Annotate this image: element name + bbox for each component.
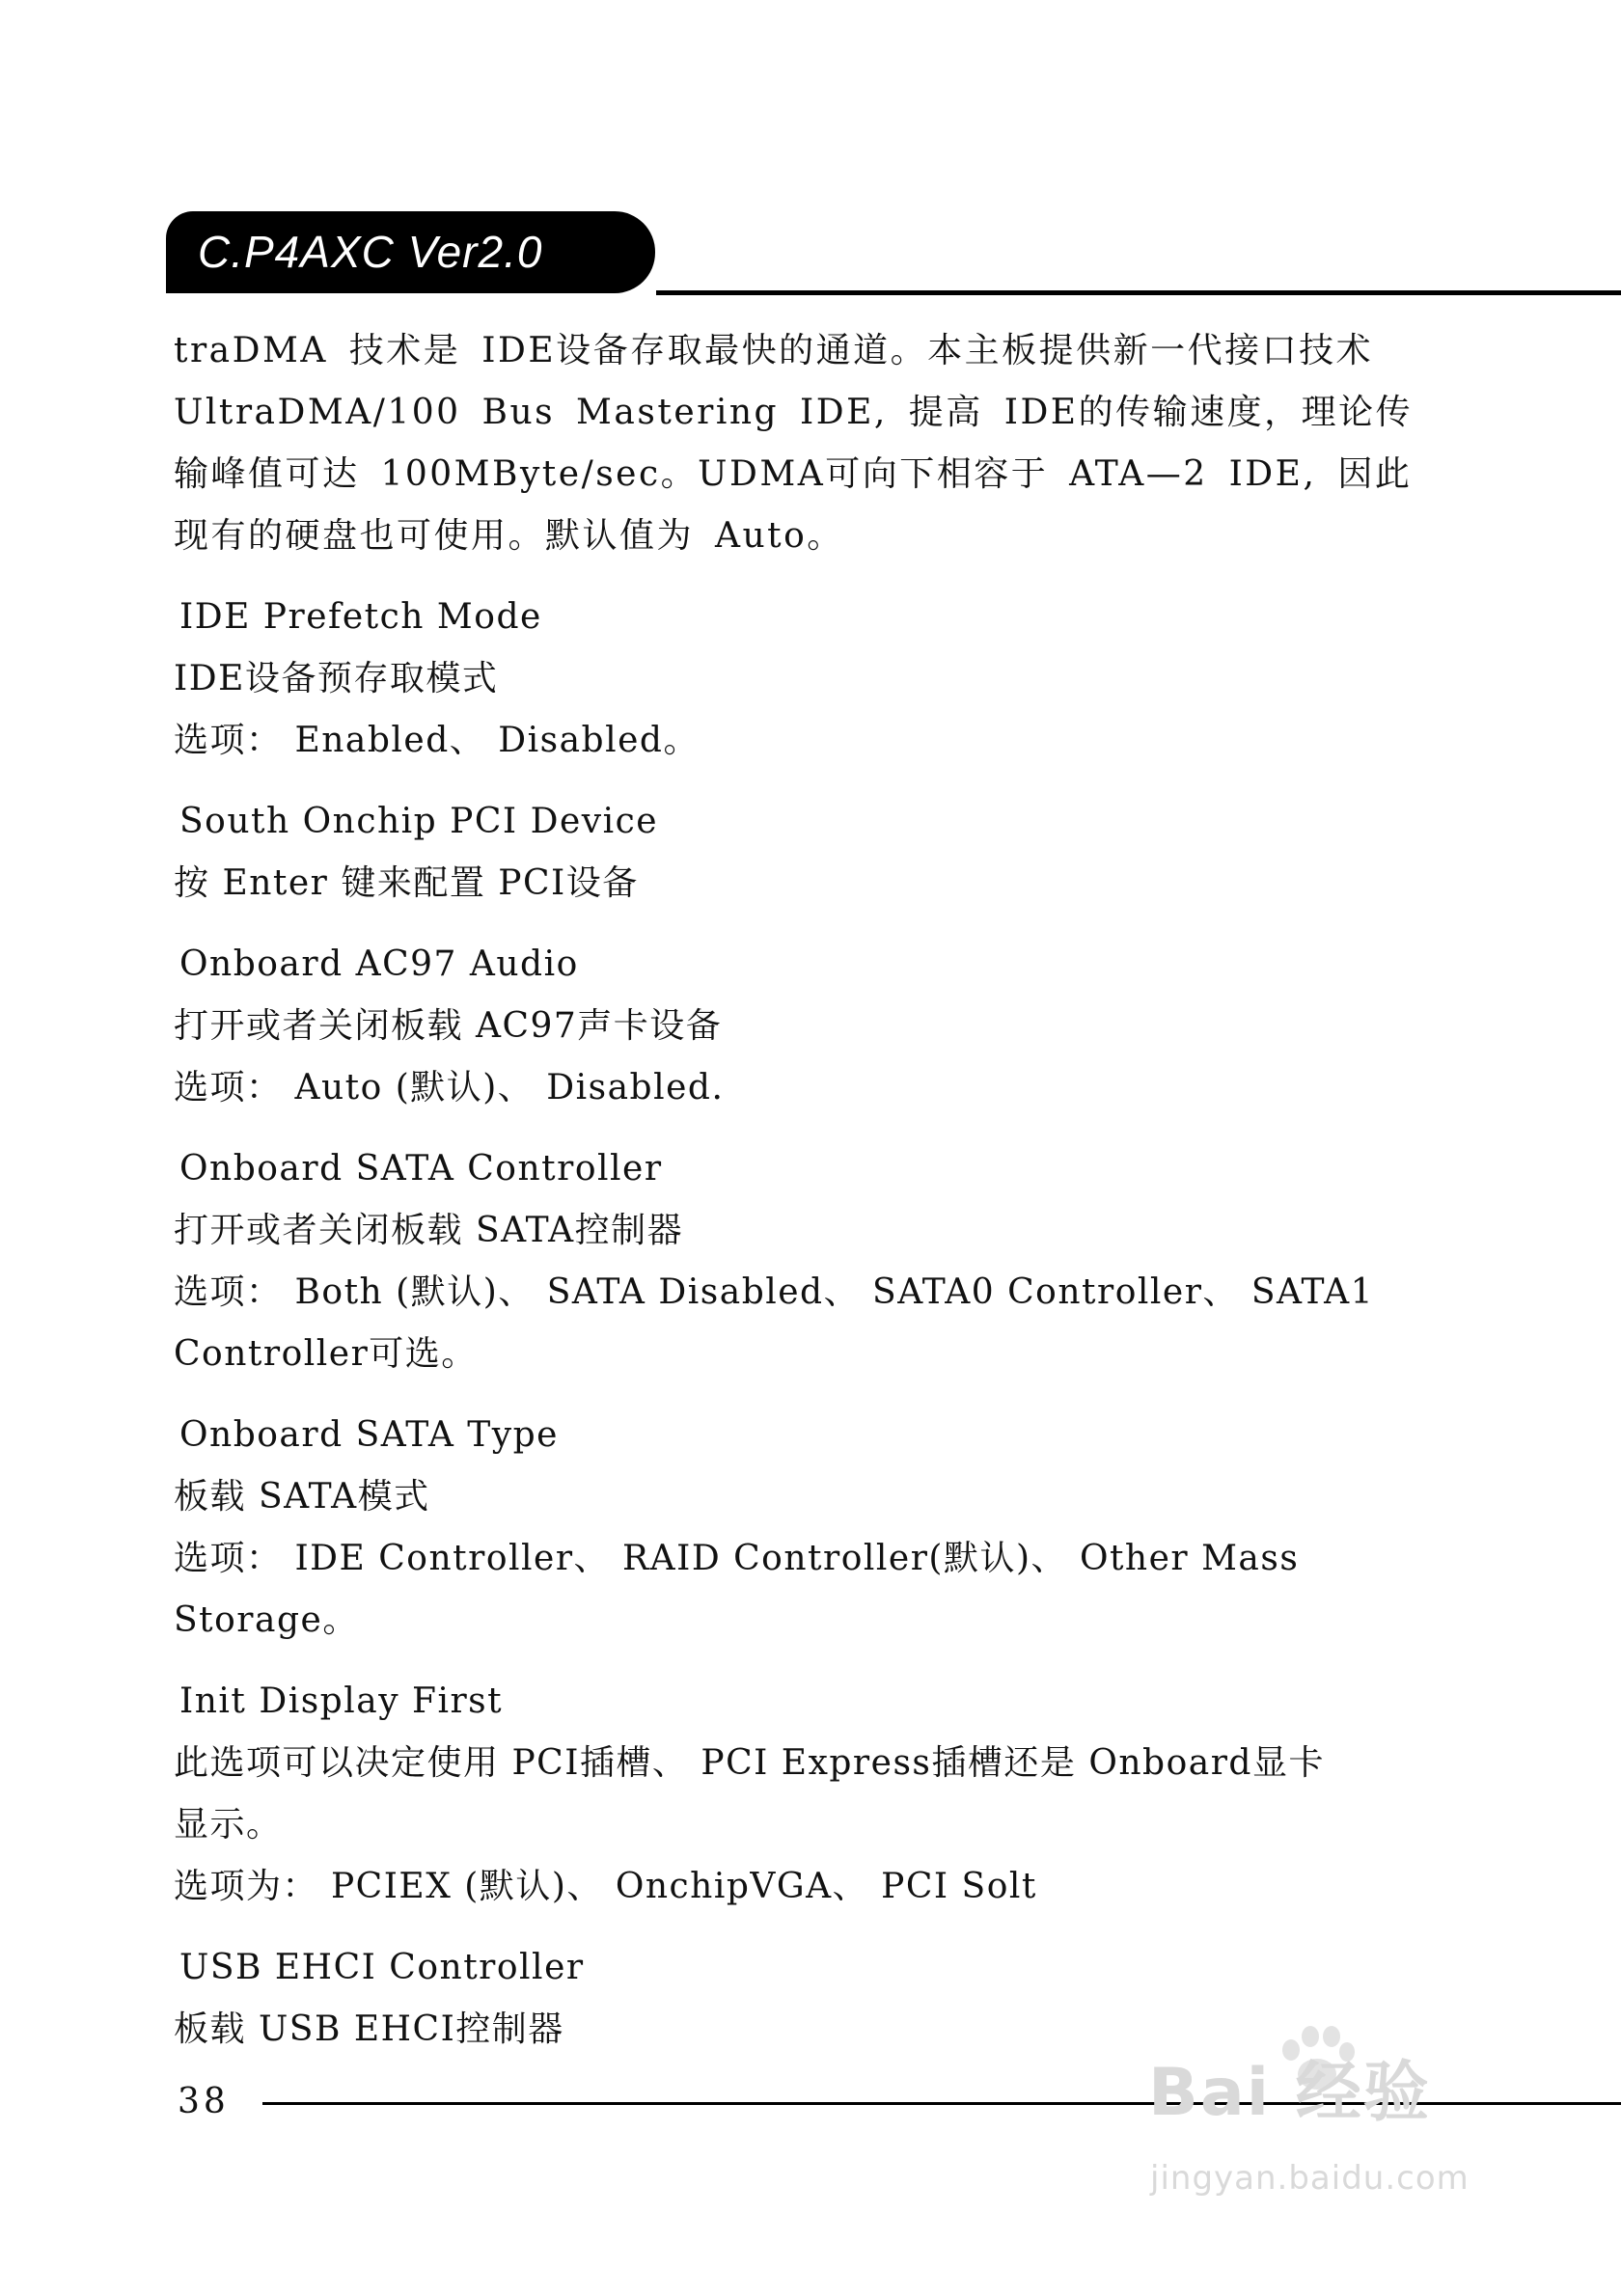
section-title: Init Display First bbox=[179, 1681, 504, 1721]
section-text: 此选项可以决定使用 PCI插槽、 PCI Express插槽还是 Onboard显卡 bbox=[174, 1743, 1325, 1783]
page-number: 38 bbox=[178, 2082, 230, 2121]
section-text: 打开或者关闭板载 SATA控制器 bbox=[174, 1211, 684, 1250]
manual-title: C.P4AXC Ver2.0 bbox=[198, 227, 543, 277]
section-title: USB EHCI Controller bbox=[179, 1948, 585, 1987]
section-title: South Onchip PCI Device bbox=[179, 802, 659, 841]
section-options: 选项： Auto (默认)、 Disabled. bbox=[174, 1068, 725, 1107]
section-options-cont: Storage。 bbox=[174, 1600, 359, 1640]
header-divider bbox=[656, 290, 1621, 295]
section-title: IDE Prefetch Mode bbox=[179, 597, 542, 637]
section-options: 选项： Both (默认)、 SATA Disabled、 SATA0 Controller、 SATA1 bbox=[174, 1272, 1374, 1312]
section-text: IDE设备预存取模式 bbox=[174, 659, 499, 698]
section-text: 按 Enter 键来配置 PCI设备 bbox=[174, 863, 639, 903]
intro-paragraph: traDMA 技术是 IDE设备存取最快的通道。本主板提供新一代接口技术 UltraDMA/100 Bus Mastering IDE, 提高 IDE的传输速度，理论传输峰值可达 100MByte/sec。UDMA可向下相容于 ATA—2 IDE, 因此现有的硬盘也可使用。默认值为 Auto。 bbox=[174, 331, 1414, 556]
section-title: Onboard SATA Type bbox=[179, 1415, 559, 1455]
section-text: 板载 USB EHCI控制器 bbox=[174, 2009, 564, 2049]
watermark-url: jingyan.baidu.com bbox=[1150, 2159, 1470, 2198]
section-options: 选项为： PCIEX (默认)、 OnchipVGA、 PCI Solt bbox=[174, 1867, 1037, 1906]
page-content bbox=[174, 320, 1428, 2061]
section-title: Onboard AC97 Audio bbox=[179, 944, 579, 984]
section-text: 板载 SATA模式 bbox=[174, 1477, 430, 1517]
section-text-cont: 显示。 bbox=[174, 1805, 283, 1845]
section-options: 选项： Enabled、 Disabled。 bbox=[174, 721, 700, 760]
section-title: Onboard SATA Controller bbox=[179, 1149, 663, 1189]
watermark-logo: Bai 经验 bbox=[1148, 2055, 1431, 2131]
section-options: 选项： IDE Controller、 RAID Controller(默认)、 Other Mass bbox=[174, 1539, 1300, 1578]
section-options-cont: Controller可选。 bbox=[174, 1334, 478, 1374]
section-text: 打开或者关闭板载 AC97声卡设备 bbox=[174, 1006, 723, 1046]
